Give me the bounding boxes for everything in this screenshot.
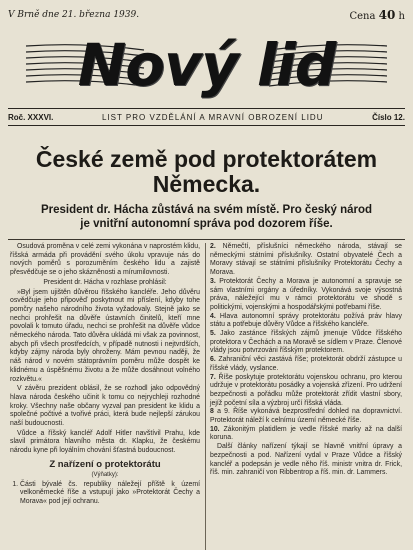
subheadline-line-2: je vnitřní autonomní správa pod dozorem říše. [80,218,333,230]
decree-heading: Z nařízení o protektorátu [49,458,161,470]
tagline: LIST PRO VZDĚLÁNÍ A MRAVNÍ OBROZENÍ LIDU [101,112,324,122]
masthead-subbar [8,108,405,126]
column-divider [205,243,206,550]
subheadline-line-1: President dr. Hácha zůstává na svém místě. Pro český národ [40,204,373,216]
issue-number: Číslo 12. [372,112,405,122]
article-left-column [10,243,200,509]
price-unit: h [398,11,405,22]
headline [8,147,405,197]
decree-item: 3. Protektorát Čechy a Morava je autonomní a spravuje se sám vlastními orgány a úředníky. Vykonává svoje výsostná práva, náležející mu v rámci protektorátu ve shodě s politickými, vojenskými a hospodářskými potřebami říše. [210,277,402,311]
headline-line-2: Německa. [152,171,261,197]
decree-item: 1. Části bývalé čs. republiky náležejí příště k území velkoněmecké říše a vstupují jako »Protektorát Čechy a Morava« pod její ochranu. [20,481,200,507]
headline-line-1: České země pod protektorátem [35,146,378,172]
article-closing-paragraph: Další články nařízení týkají se hlavně vnitřní úpravy a bezpečnosti a pod. Nařízení vydal v Praze Vůdce a říšský kancléř a podepsán je vedle něho říš. ministr vnitra dr. Frick, říš. min. zahraničí von Ribbentrop a říš. min. dr. Lammers. [210,443,402,477]
price [349,8,405,22]
article-right-column [210,243,402,479]
decree-item: 4. Hlava autonomní správy protektorátu požívá práv hlavy státu a potřebuje důvěry Vůdce a říšského kancléře. [210,312,402,329]
decree-item: 10. Zákonitým platidlem je vedle říšské marky až na další koruna. [210,425,402,442]
decree-item: 7. Říše poskytuje protektorátu vojenskou ochranu, pro kterou udržuje v protektorátu posádky a vojenská zřízení. Pro udržení bezpečnosti a pořádku může protektorát zřídit vlastní sbory, jejíž početní síla a výzbroj určí říšská vláda. [210,373,402,407]
article-paragraph: »Byl jsem ujištěn důvěrou říšského kancléře. Jeho důvěru osvědčuje jeho připověď poskytnout mi příslení, kdyby tohe pomčry našeho národního života vyžadovaly. Stejně jako se nechci prohřešit na důvěře ústavních činitelů, kteří mne povolali k tomuto úřadu, nechci se prohřešit na důvěře vůdce německého národa. Tato důvěra ukládá mi však za povinnost, abych při všech prostředcích, v případě nutnosti i nejtvrdších, kdyby zájmy národa byly ohroženy. Mám pevnou naději, že náš národ v novém státoprávním poměru může dospět ke klidnému a úspěšnému životu a že může dosáhnout volného rozkvětu.« [10,288,200,383]
top-line [8,8,405,22]
newspaper-title: Nový lid [77,31,336,99]
decree-item: 8 a 9. Říše vykonává bezprostřední dohled na dopravnictví. Protektorát náleží k celnímu území německé říše. [210,408,402,425]
decree-item: 5. Jako zastánce říšských zájmů jmenuje Vůdce říšského protektora v Čechách a na Moravě se sídlem v Praze. Členové vlády jsou potvrzováni říšským protektorem. [210,330,403,355]
section-rule [8,239,405,240]
price-label: Cena [349,11,376,22]
article-paragraph: President dr. Hácha v rozhlase prohlásil: [43,278,167,286]
price-value: 40 [378,8,396,22]
issue-date: V Brně dne 21. března 1939. [8,10,140,20]
article-paragraph: Vůdce a říšský kancléř Adolf Hitler navštívil Prahu, kde slavil primátora hlavního města dr. Klapku, že českému národu kyne při loyálním chování šťastná budoucnost. [10,429,200,455]
volume-label: Roč. XXXVI. [8,112,54,122]
subheadline [14,203,399,231]
decree-item: 2. Němečtí, příslušníci německého národa, stávají se německými státními příslušníky. Ostatní obyvatelé Čech a Moravy stávají se státními příslušníky Protektorátu Čechy a Morava. [210,243,402,277]
decree-item: 6. Zahraniční věci zastává říše; protektorát obdrží zástupce u říšské vlády, vyslance. [210,356,402,372]
decree-subheading: (Výňatky): [91,471,119,478]
article-paragraph: V závěru prezident oblásil, že se rozhodl jako odpovědný hlava národa českého učinit k tomu co nejrychleji rozhodné kroky. Všechny naše občany vyzval pan president ke klidu a společné počtivé a tvořivé práci, která bude nejlepší zárukou naší budoucnosti. [10,385,200,428]
masthead [30,24,383,106]
article-paragraph: Osudová proměna v celé zemi vykonána v naprostém klidu, říšská armáda při provádění svého úkolu vpravuje nás do nových poměrů s porozuměním českého lidu a zajistě přesvědčuje se o jeho skázněnosti a mírumilovnosti. [10,243,200,277]
